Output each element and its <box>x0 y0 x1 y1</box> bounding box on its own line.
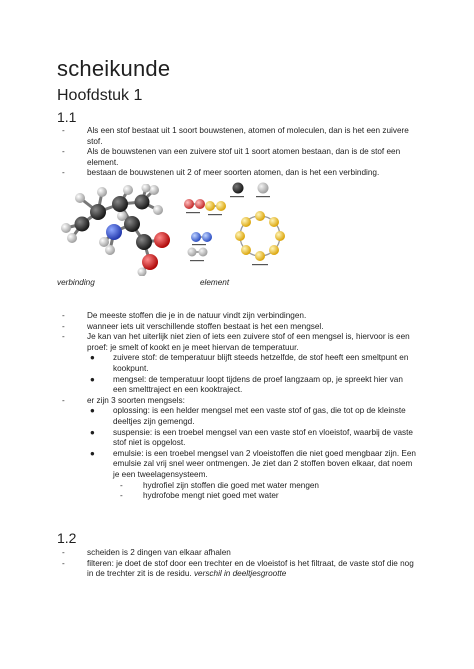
list-item <box>57 428 417 449</box>
list-item <box>57 491 417 502</box>
list-item <box>57 332 417 353</box>
list-item <box>57 168 417 179</box>
list-item <box>57 126 417 147</box>
list-item <box>57 322 417 333</box>
italic-note: verschil in deeltjesgrootte <box>193 569 287 579</box>
bullet-marker: ● <box>90 427 95 437</box>
dash-marker: - <box>62 126 65 135</box>
dash-marker: - <box>62 311 65 320</box>
bullet-marker: ● <box>90 406 95 416</box>
section-1-2-list <box>57 548 417 580</box>
dash-marker: - <box>62 558 65 568</box>
list-item <box>57 406 417 427</box>
mixtures-list <box>57 311 417 502</box>
dash-marker: - <box>120 480 123 490</box>
page-title: scheikunde <box>57 56 171 81</box>
dash-marker: - <box>62 332 65 342</box>
chapter-heading: Hoofdstuk 1 <box>57 87 143 104</box>
list-item <box>57 481 417 492</box>
amino-acid-molecule-image <box>58 184 176 276</box>
list-item-text: wanneer iets uit verschillende stoffen bestaat is het een mengsel. <box>87 321 324 331</box>
dash-marker: - <box>62 321 65 331</box>
list-item-text: hydrofiel zijn stoffen die goed met water mengen <box>143 480 319 490</box>
list-item-text: hydrofobe mengt niet goed met water <box>143 491 279 501</box>
element-molecules-image <box>178 182 288 274</box>
list-item <box>57 147 417 168</box>
dash-marker: - <box>120 491 123 501</box>
list-item <box>57 375 417 396</box>
list-item <box>57 396 417 407</box>
list-item-text: De meeste stoffen die je in de natuur vindt zijn verbindingen. <box>87 311 307 320</box>
list-item-text: Als de bouwstenen van een zuivere stof uit 1 soort atomen bestaan, dan is de stof een element. <box>87 147 401 167</box>
bullet-marker: ● <box>90 448 95 458</box>
section-1-1-list <box>57 126 417 179</box>
list-item <box>57 311 417 322</box>
list-item-text: Je kan van het uiterlijk niet zien of iets een zuivere stof of een mengsel is, hiervoor is een proef: je smelt of kookt en je meet hiervan de temperatuur. <box>87 332 410 352</box>
section-heading-1-2: 1.2 <box>57 530 77 546</box>
list-item-text: zuivere stof: de temperatuur blijft steeds hetzelfde, de stof heeft een smeltpunt en kookpunt. <box>113 353 409 373</box>
list-item <box>57 548 417 559</box>
list-item <box>57 449 417 481</box>
dash-marker: - <box>62 548 65 557</box>
list-item-text: er zijn 3 soorten mengsels: <box>87 395 185 405</box>
list-item-text: filteren: je doet de stof door een trechter en de vloeistof is het filtraat, de vaste stof die nog in de trechter zit is de residu. <box>87 558 414 579</box>
list-item-text: scheiden is 2 dingen van elkaar afhalen <box>87 548 231 557</box>
list-item-text: mengsel: de temperatuur loopt tijdens de proef langzaam op, je spreekt hier van een smelttraject en een kooktraject. <box>113 374 403 395</box>
caption-element: element <box>200 278 230 287</box>
list-item-text: emulsie: is een troebel mengsel van 2 vloeistoffen die niet goed mengbaar zijn. Een emulsie zal vrij snel weer ontmengen. Je ziet dan 2 stoffen boven elkaar, dat noem je een tweelagensysteem. <box>113 448 416 479</box>
dash-marker: - <box>62 147 65 157</box>
list-item-text: oplossing: is een helder mengsel met een vaste stof of gas, die tot op de kleinste deeltjes zijn gemengd. <box>113 406 406 426</box>
list-item-text: suspensie: is een troebel mengsel van een vaste stof en vloeistof, waarbij de vaste stof niet is opgelost. <box>113 427 413 448</box>
dash-marker: - <box>62 395 65 405</box>
bullet-marker: ● <box>90 374 95 384</box>
list-item-text: Als een stof bestaat uit 1 soort bouwstenen, atomen of moleculen, dan is het een zuivere stof. <box>87 126 409 146</box>
list-item-text: bestaan de bouwstenen uit 2 of meer soorten atomen, dan is het een verbinding. <box>87 168 380 178</box>
list-item <box>57 559 417 580</box>
dash-marker: - <box>62 168 65 178</box>
list-item <box>57 353 417 374</box>
caption-verbinding: verbinding <box>57 278 95 287</box>
bullet-marker: ● <box>90 353 95 363</box>
section-heading-1-1: 1.1 <box>57 109 77 125</box>
